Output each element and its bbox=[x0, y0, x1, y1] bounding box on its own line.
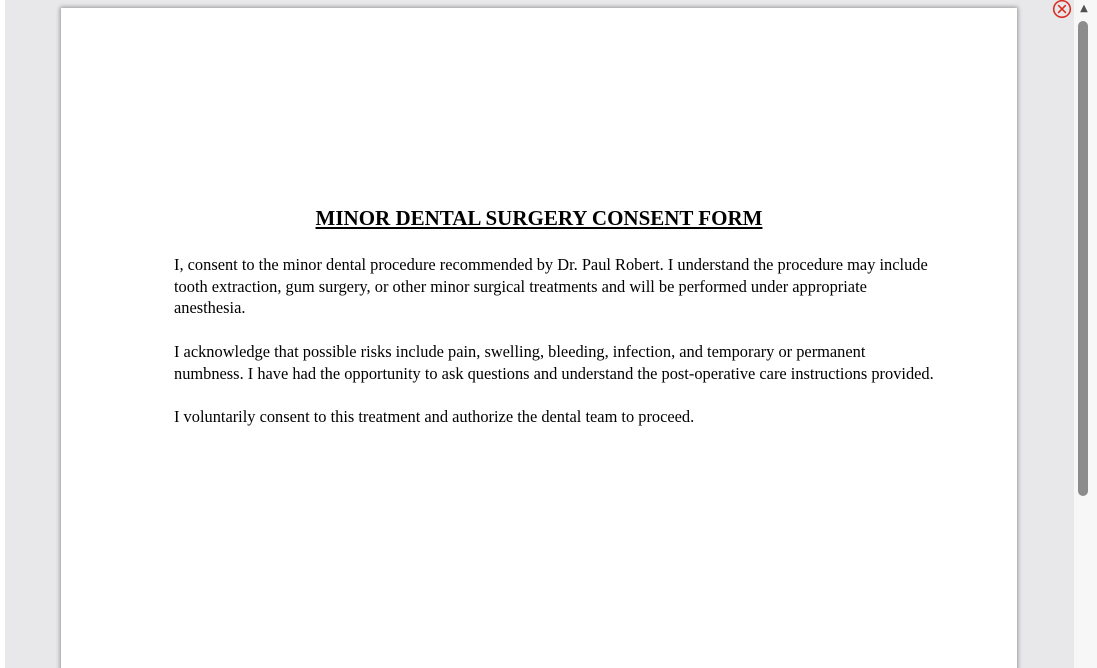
viewer-left-edge bbox=[0, 0, 5, 668]
scrollbar-thumb[interactable] bbox=[1078, 21, 1088, 496]
document-page bbox=[61, 8, 1017, 668]
document-body bbox=[174, 254, 934, 449]
consent-paragraph-3: I voluntarily consent to this treatment and authorize the dental team to proceed. bbox=[174, 406, 695, 426]
consent-paragraph-2: I acknowledge that possible risks include pain, swelling, bleeding, infection, and temporary or permanent numbness. I have had the opportunity to ask questions and understand the post-operative care instructions provided. bbox=[174, 341, 934, 383]
consent-paragraph-1: I, consent to the minor dental procedure recommended by Dr. Paul Robert. I understand the procedure may include tooth extraction, gum surgery, or other minor surgical treatments and will be performed under appropriate anesthesia. bbox=[174, 255, 928, 318]
close-circle-icon[interactable] bbox=[1052, 0, 1072, 20]
document-title: MINOR DENTAL SURGERY CONSENT FORM bbox=[315, 206, 763, 230]
scroll-up-arrow-icon[interactable]: ▲ bbox=[1080, 3, 1088, 14]
close-circle-icon-graphic bbox=[1052, 0, 1072, 20]
